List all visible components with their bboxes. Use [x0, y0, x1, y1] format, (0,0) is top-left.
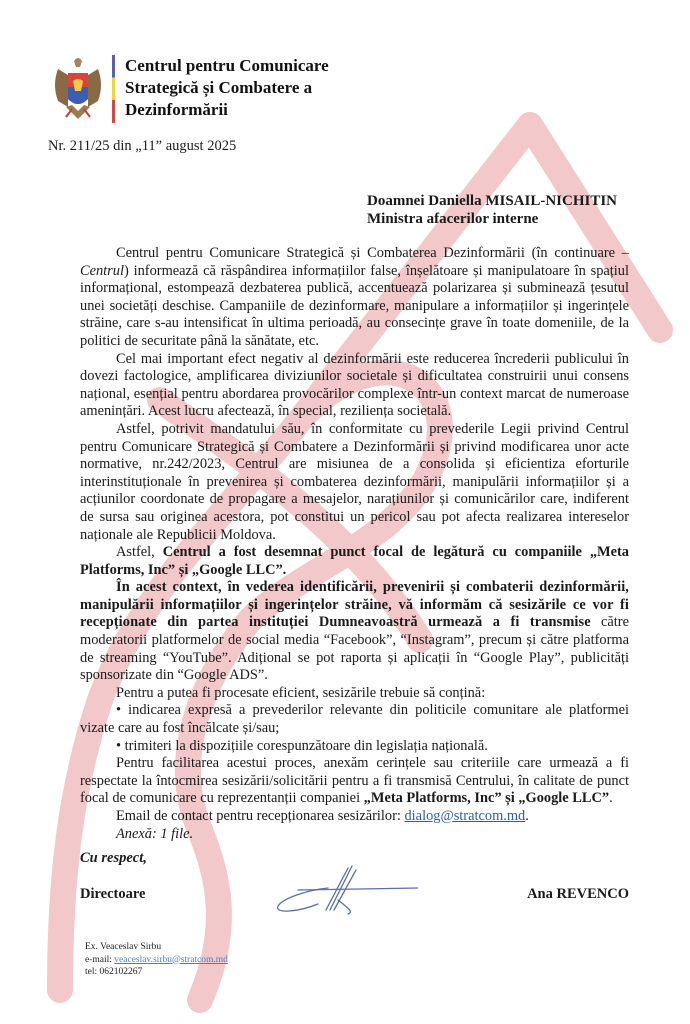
- registration-number: Nr. 211/25 din „11” august 2025: [48, 138, 237, 154]
- focal-point-statement: Centrul a fost desemnat punct focal de legătură cu companiile „Meta Platforms, Inc” și „Google LLC”.: [80, 544, 630, 578]
- bullet-item-1: • indicarea expresă a prevederilor relevante din politicile comunitare ale platformei vizate care au fost încălcate și/sau;: [80, 702, 629, 737]
- org-name-line-3: Dezinformării: [125, 100, 228, 119]
- moldova-coat-of-arms-icon: [50, 55, 106, 121]
- letter-body: [80, 245, 629, 843]
- addressee-block: [367, 192, 617, 228]
- signer-title: Directoare: [80, 886, 146, 902]
- org-name-line-1: Centrul pentru Comunicare: [125, 56, 329, 75]
- paragraph-6: Pentru a putea fi procesate eficient, sesizările trebuie să conțină:: [116, 684, 486, 701]
- paragraph-3: Astfel, potrivit mandatului său, în conformitate cu prevederile Legii privind Centrul pentru Comunicare Strategică și Combatere a Dezinformării și privind modificarea unor acte normative, nr.242/2023, Centrul are misiunea de a consolida și eficientiza eforturile interinstituționale în prevenirea și combaterea dezinformării, manipulării informațiilor și a acțiunilor coordonate de propagare a mesajelor, narațiunilor și comunicărilor care, indiferent de sursa sau originea acestora, pot constitui un pericol sau pot afecta realizarea intereselor naționale ale Republicii Moldova.: [80, 420, 629, 543]
- addressee-name: Doamnei Daniella MISAIL-NICHITIN: [367, 193, 618, 209]
- tricolor-bar: [112, 55, 115, 123]
- paragraph-4: Astfel, Centrul a fost desemnat punct focal de legătură cu companiile „Meta Platforms, Inc” și „Google LLC”.: [80, 544, 630, 578]
- letterhead: [50, 55, 335, 123]
- contact-email-link[interactable]: dialog@stratcom.md: [404, 808, 526, 824]
- closing-salutation: Cu respect,: [80, 850, 147, 866]
- annex-note: Anexă: 1 file.: [116, 825, 194, 842]
- org-name-line-2: Strategică și Combatere a: [125, 78, 313, 97]
- context-statement: În acest context, în vederea identificării, prevenirii și combaterii dezinformării, manipulării informațiilor și ingerințelor străine, vă informăm că sesizările ce vor fi recepționate din partea instituției Dumneavoastră urmează a fi transmise: [80, 579, 629, 631]
- paragraph-5: În acest context, în vederea identificării, prevenirii și combaterii dezinformării, manipulării informațiilor și ingerințelor străine, vă informăm că sesizările ce vor fi recepționate din partea instituției Dumneavoastră urmează a fi transmise către moderatorii platformelor de social media “Facebook”, “Instagram”, precum și către platforma de streaming “YouTube”. Adițional se pot raporta și aplicații în “Google Play”, publicități sponsorizate din “Google ADS”.: [80, 579, 629, 684]
- addressee-title: Ministra afacerilor interne: [367, 211, 539, 227]
- paragraph-7: Pentru facilitarea acestui proces, anexăm cerințele sau criteriile care urmează a fi respectate la întocmirea sesizării/solicitării pentru a fi transmisă Centrului, în calitate de punct focal de comunicare cu reprezentanții companiei „Meta Platforms, Inc” și „Google LLC”.: [80, 755, 629, 807]
- organization-name: [125, 55, 335, 121]
- paragraph-1: Centrul pentru Comunicare Strategică și Combaterea Dezinformării (în continuare – Centrul) informează că răspândirea informațiilor false, înșelătoare și manipulatoare în spațiul informațional, estompează dezbaterea publică, accentuează polarizarea și subminează țesutul unei societăți deschise. Campaniile de dezinformare, manipulare a informațiilor și ingerințele străine, care s-au intensificat în ultima perioadă, au consecințe grave în toate domeniile, de la politici de securitate până la sănătate, etc.: [80, 245, 629, 349]
- paragraph-8: Email de contact pentru recepționarea sesizărilor: dialog@stratcom.md.: [116, 808, 529, 824]
- executor-block: [85, 941, 228, 979]
- companies-bold: „Meta Platforms, Inc” și „Google LLC”: [363, 790, 610, 807]
- executor-phone: tel: 062102267: [85, 967, 143, 977]
- centrul-italic: Centrul: [80, 262, 124, 279]
- signer-name: Ana REVENCO: [527, 886, 629, 902]
- executor-email-line: e-mail: veaceslav.sirbu@stratcom.md: [85, 954, 228, 965]
- executor-email-link[interactable]: veaceslav.sirbu@stratcom.md: [114, 954, 228, 965]
- signature-row: [80, 886, 629, 906]
- executor-name: Ex. Veaceslav Sirbu: [85, 942, 162, 952]
- paragraph-2: Cel mai important efect negativ al dezinformării este reducerea încrederii publicului în dovezi factologice, amplificarea diviziunilor societale și dificultatea construirii unui consens național, esențial pentru abordarea provocărilor complexe într-un context marcat de numeroase amenințări. Acest lucru afectează, în special, reziliența societală.: [80, 350, 629, 420]
- bullet-item-2: • trimiteri la dispozițiile corespunzătoare din legislația națională.: [116, 737, 488, 754]
